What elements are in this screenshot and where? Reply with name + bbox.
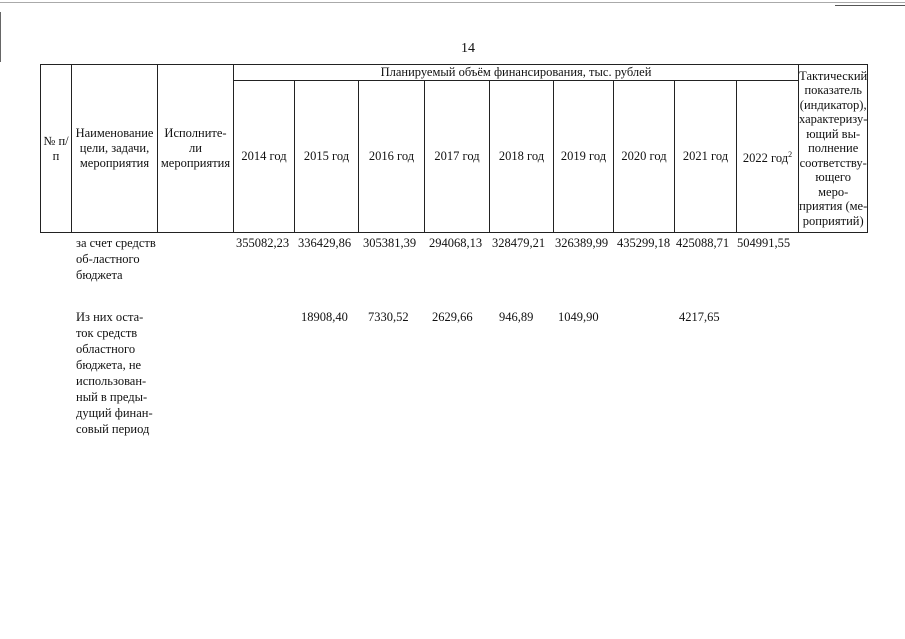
table-cell: 504991,55 — [737, 236, 791, 250]
table-cell: 7330,52 — [368, 310, 409, 324]
table-cell: 328479,21 — [492, 236, 546, 250]
row-label: за счет средств об-ластного бюджета — [76, 236, 156, 282]
table-cell: 355082,23 — [236, 236, 290, 250]
financing-table-header — [40, 64, 868, 233]
table-cell: 425088,71 — [676, 236, 730, 250]
row-label: Из них оста-ток средств областного бюджета, не использован-ный в преды-дущий финан-совый период — [76, 310, 153, 436]
header-num: № п/п — [41, 65, 72, 233]
table-body — [40, 234, 850, 434]
header-indicator: Тактический показатель (индикатор), характеризу-ющий вы-полнение соответству-ющего меро-приятия (ме-роприятий) — [799, 65, 868, 233]
header-year: 2016 год — [359, 81, 425, 233]
footnote-marker: 2 — [788, 149, 793, 159]
table-cell: 2629,66 — [432, 310, 473, 324]
header-executors: Исполните-ли мероприятия — [158, 65, 234, 233]
page-number: 14 — [461, 41, 475, 56]
table-cell: 305381,39 — [363, 236, 417, 250]
header-year: 2015 год — [295, 81, 359, 233]
table-cell: 18908,40 — [301, 310, 348, 324]
page-top-edge — [0, 2, 905, 3]
header-name: Наименование цели, задачи, мероприятия — [72, 65, 158, 233]
left-margin-rule — [0, 12, 1, 62]
header-year: 2018 год — [490, 81, 554, 233]
header-year: 2019 год — [554, 81, 614, 233]
table-cell: 1049,90 — [558, 310, 599, 324]
table-cell: 946,89 — [499, 310, 534, 324]
table-cell: 336429,86 — [298, 236, 352, 250]
header-year: 2020 год — [614, 81, 675, 233]
header-year: 2017 год — [425, 81, 490, 233]
header-year: 2014 год — [234, 81, 295, 233]
table-cell: 326389,99 — [555, 236, 609, 250]
table-cell: 4217,65 — [679, 310, 720, 324]
header-plan-title: Планируемый объём финансирования, тыс. рублей — [234, 65, 799, 81]
table-cell: 294068,13 — [429, 236, 483, 250]
header-year-label: 2022 год — [742, 151, 789, 166]
header-year: 2021 год — [675, 81, 737, 233]
table-cell: 435299,18 — [617, 236, 671, 250]
top-right-rule — [835, 5, 905, 6]
header-year-2022 — [737, 81, 799, 233]
